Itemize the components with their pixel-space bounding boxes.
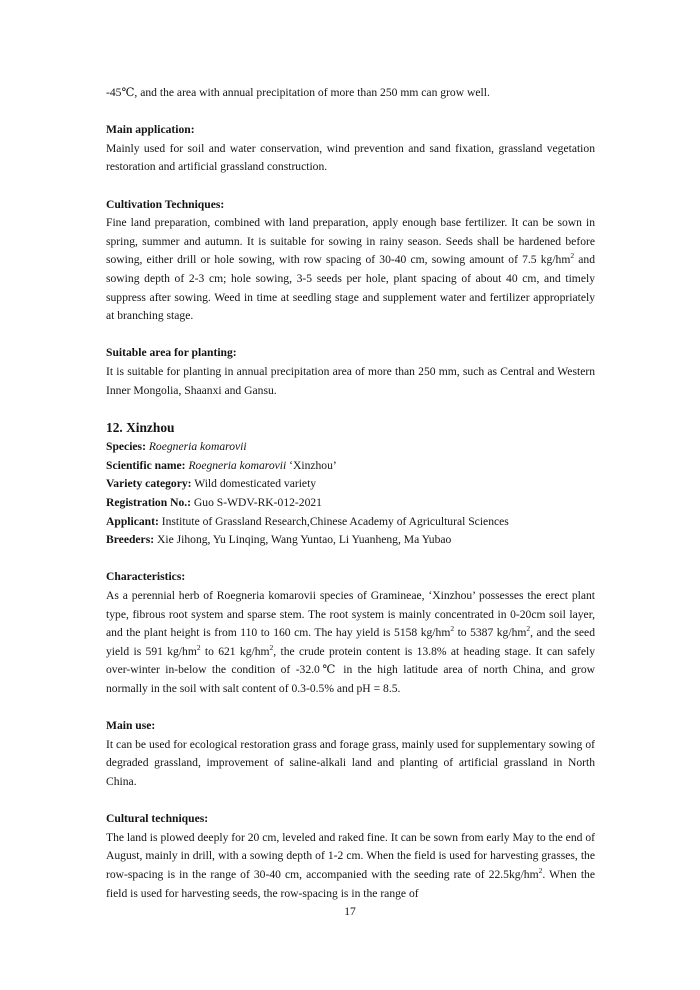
variety-category-line: Variety category: Wild domesticated variety bbox=[106, 477, 317, 491]
variety-title: 12. Xinzhou bbox=[106, 419, 175, 435]
main-use-heading: Main use: bbox=[106, 719, 156, 733]
continuation-paragraph: -45℃, and the area with annual precipitation of more than 250 mm can grow well. bbox=[106, 86, 490, 99]
characteristics-heading: Characteristics: bbox=[106, 570, 186, 584]
main-application-text: Mainly used for soil and water conservation, wind prevention and sand fixation, grassland vegetation restoration and artificial grassland construction. bbox=[106, 141, 595, 174]
registration-line: Registration No.: Guo S-WDV-RK-012-2021 bbox=[106, 496, 322, 510]
page-number: 17 bbox=[344, 905, 356, 918]
cultivation-heading: Cultivation Techniques: bbox=[106, 197, 225, 211]
applicant-line: Applicant: Institute of Grassland Research,Chinese Academy of Agricultural Sciences bbox=[106, 514, 509, 528]
species-line: Species: Roegneria komarovii bbox=[106, 440, 247, 454]
breeders-line: Breeders: Xie Jihong, Yu Linqing, Wang Yuntao, Li Yuanheng, Ma Yubao bbox=[106, 533, 452, 547]
main-application-heading: Main application: bbox=[106, 123, 195, 137]
cultural-techniques-text: The land is plowed deeply for 20 cm, leveled and raked fine. It can be sown from early May to the end of August, mainly in drill, with a sowing depth of 1-2 cm. When the field is used for harvesting grasses, the row-spacing is in the range of 30-40 cm, accompanied with the seeding rate of $22.5kg/hm^2$. When the field is used for harvesting seeds, the row-spacing is in the range of bbox=[106, 830, 595, 900]
document-body bbox=[106, 84, 595, 903]
cultural-techniques-heading: Cultural techniques: bbox=[106, 812, 209, 826]
scientific-name-line: Scientific name: Roegneria komarovii ‘Xinzhou’ bbox=[106, 458, 337, 472]
cultivation-text: Fine land preparation, combined with land preparation, apply enough base fertilizer. It can be sown in spring, summer and autumn. It is suitable for sowing in rainy season. Seeds shall be hardened before sowing, either drill or hole sowing, with row spacing of 30-40 cm, sowing amount of 7.5 $kg/hm^2$ and sowing depth of 2-3 cm; hole sowing, 3-5 seeds per hole, plant spacing of about 40 cm, and timely suppress after sowing. Weed in time at seedling stage and supplement water and fertilizer appropriately at branching stage. bbox=[106, 216, 595, 323]
suitable-area-text: It is suitable for planting in annual precipitation area of more than 250 mm, such as Central and Western Inner Mongolia, Shaanxi and Gansu. bbox=[106, 364, 595, 397]
main-use-text: It can be used for ecological restoration grass and forage grass, mainly used for supplementary sowing of degraded grassland, improvement of saline-alkali land and planting of artificial grassland in North China. bbox=[106, 737, 595, 788]
suitable-area-heading: Suitable area for planting: bbox=[106, 346, 237, 360]
characteristics-text: As a perennial herb of Roegneria komarovii species of Gramineae, ‘Xinzhou’ possesses the erect plant type, fibrous root system and sparse stem. The root system is mainly concentrated in 0-20cm soil layer, and the plant height is from 110 to 160 cm. The hay yield is 5158 $kg/hm^2$ to 5387 $kg/hm^2$, and the seed yield is 591 $kg/hm^2$ to 621 $kg/hm^2$, the crude protein content is 13.8% at heading stage. It can safely over-winter in-below the condition of -32.0℃ in the high latitude area of north China, and grow normally in the soil with salt content of 0.3-0.5% and pH = 8.5. bbox=[106, 589, 596, 695]
